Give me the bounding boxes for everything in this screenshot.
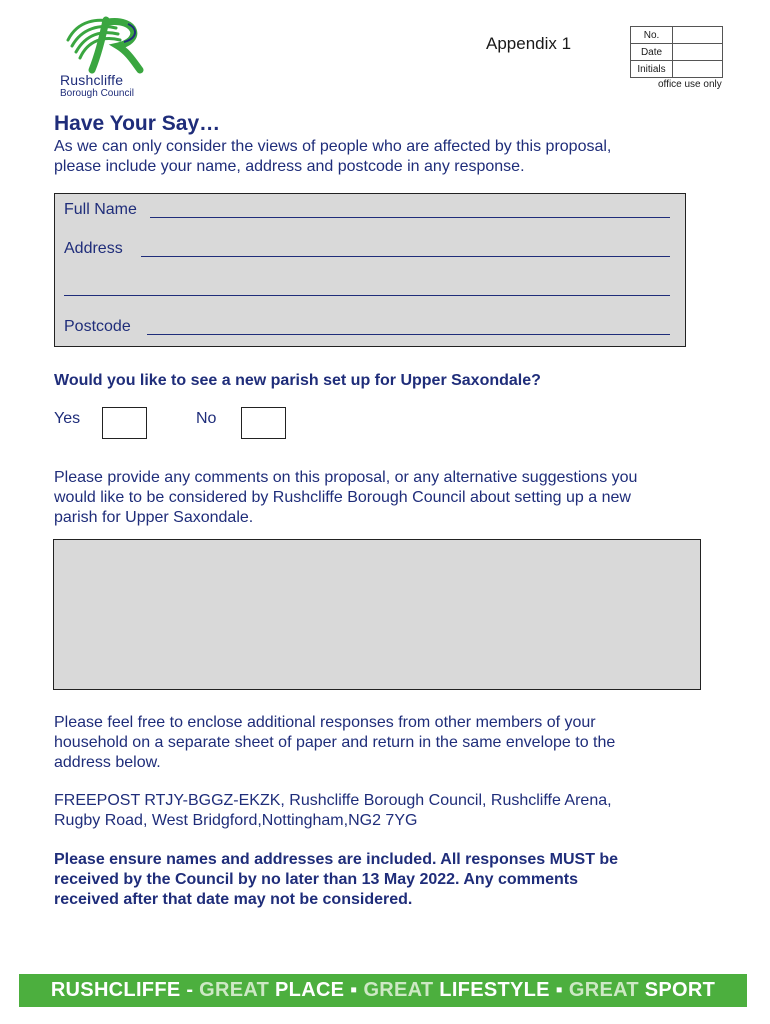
banner-separator-2: ▪ xyxy=(549,979,569,1001)
address-field-line-2[interactable] xyxy=(64,295,670,296)
parish-question: Would you like to see a new parish set up for Upper Saxondale? xyxy=(54,372,541,389)
office-initials-label: Initials xyxy=(631,61,673,78)
banner-place: PLACE xyxy=(269,979,345,1001)
yes-checkbox[interactable] xyxy=(102,407,147,439)
banner-rushcliffe: RUSHCLIFFE xyxy=(50,979,181,1001)
comments-prompt-line-2: would like to be considered by Rushcliffe Borough Council about setting up a new xyxy=(54,489,631,506)
address-label: Address xyxy=(64,240,123,257)
freepost-address-line-2: Rugby Road, West Bridgford,Nottingham,NG2 7YG xyxy=(54,812,418,829)
enclose-line-1: Please feel free to enclose additional responses from other members of your xyxy=(54,714,596,731)
banner-sport: SPORT xyxy=(638,979,716,1001)
comments-prompt-line-1: Please provide any comments on this proposal, or any alternative suggestions you xyxy=(54,469,638,486)
logo-subtitle: Borough Council xyxy=(60,88,134,99)
deadline-notice-line-2: received by the Council by no later than 13 May 2022. Any comments xyxy=(54,871,579,888)
banner-dash: - xyxy=(180,979,200,1001)
logo-name: Rushcliffe xyxy=(60,72,124,88)
appendix-label: Appendix 1 xyxy=(486,34,572,53)
postcode-field[interactable] xyxy=(147,334,670,335)
intro-line-1: As we can only consider the views of people who are affected by this proposal, xyxy=(54,138,612,155)
comments-prompt-line-3: parish for Upper Saxondale. xyxy=(54,509,254,526)
office-no-field xyxy=(673,27,723,44)
deadline-notice-line-1: Please ensure names and addresses are included. All responses MUST be xyxy=(54,851,619,868)
yes-label: Yes xyxy=(54,410,81,427)
freepost-address-line-1: FREEPOST RTJY-BGGZ-EKZK, Rushcliffe Borough Council, Rushcliffe Arena, xyxy=(54,792,612,809)
office-initials-field xyxy=(673,61,723,78)
deadline-notice-line-3: received after that date may not be considered. xyxy=(54,891,413,908)
slogan-banner xyxy=(19,974,747,1007)
contact-details-form xyxy=(54,193,686,347)
office-date-field xyxy=(673,44,723,61)
banner-great-1: GREAT xyxy=(199,979,270,1001)
enclose-line-3: address below. xyxy=(54,754,161,771)
full-name-label: Full Name xyxy=(64,201,137,218)
office-use-box xyxy=(630,26,723,78)
office-no-label: No. xyxy=(631,27,673,44)
full-name-field[interactable] xyxy=(150,217,670,218)
comments-box[interactable] xyxy=(53,539,701,690)
banner-lifestyle: LIFESTYLE xyxy=(433,979,550,1001)
office-use-note: office use only xyxy=(658,79,722,90)
intro-line-2: please include your name, address and postcode in any response. xyxy=(54,158,525,175)
banner-separator-1: ▪ xyxy=(344,979,364,1001)
no-checkbox[interactable] xyxy=(241,407,286,439)
no-label: No xyxy=(196,410,217,427)
banner-great-2: GREAT xyxy=(363,979,434,1001)
banner-great-3: GREAT xyxy=(568,979,639,1001)
postcode-label: Postcode xyxy=(64,318,131,335)
enclose-line-2: household on a separate sheet of paper and return in the same envelope to the xyxy=(54,734,616,751)
address-field-line-1[interactable] xyxy=(141,256,670,257)
page-title: Have Your Say… xyxy=(54,112,221,135)
office-date-label: Date xyxy=(631,44,673,61)
